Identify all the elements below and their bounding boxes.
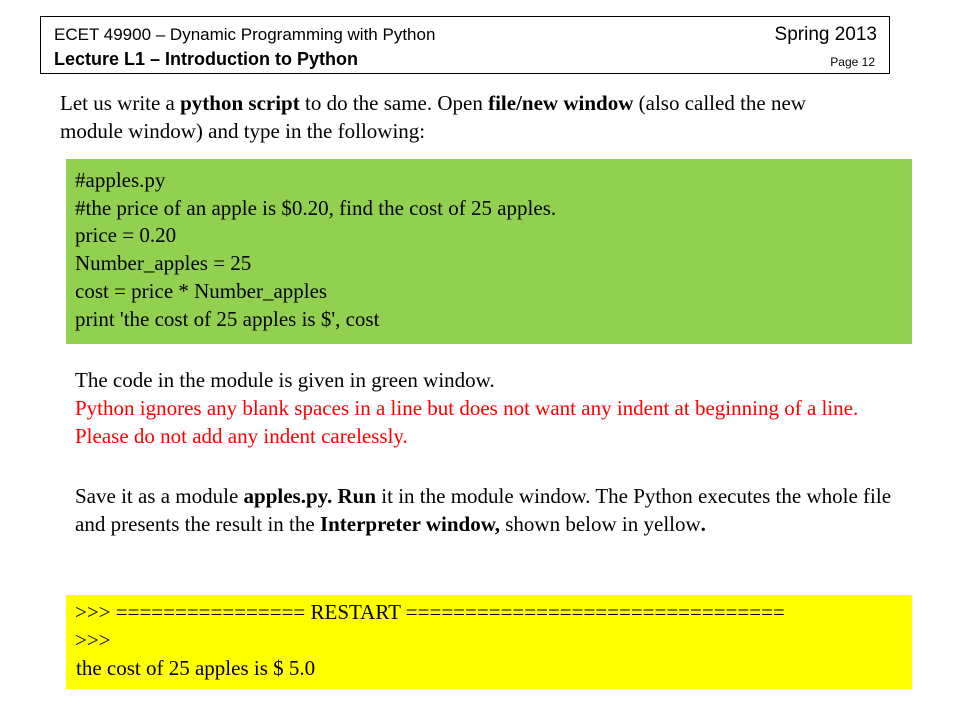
restart-line: >>> ================ RESTART ================================: [75, 600, 785, 624]
save-bold-period: .: [700, 512, 706, 536]
code-line: price = 0.20: [75, 223, 177, 248]
code-line: print 'the cost of 25 apples is $', cost: [75, 306, 380, 331]
save-text: shown below in yellow: [500, 512, 701, 536]
interpreter-prompt: >>>: [75, 628, 111, 652]
intro-bold-file-new-window: file/new window: [488, 91, 634, 115]
intro-text: to do the same. Open: [299, 91, 489, 115]
course-title: ECET 49900 – Dynamic Programming with Python: [54, 25, 436, 44]
intro-text: (also called the new module window) and type in the following:: [60, 91, 806, 143]
interpreter-output: the cost of 25 apples is $ 5.0: [76, 656, 316, 680]
save-text: Save it as a module: [75, 484, 244, 508]
code-line: #apples.py: [75, 168, 166, 192]
description-paragraph: [75, 366, 895, 450]
indent-warning: Python ignores any blank spaces in a line but does not want any indent at beginning of a line. Please do not add any indent carelessly.: [75, 396, 859, 448]
code-line: Number_apples = 25: [75, 251, 252, 276]
save-bold-filename: apples.py. Run: [243, 484, 377, 508]
page-number: Page 12: [830, 55, 875, 69]
code-line: #the price of an apple is $0.20, find the cost of 25 apples.: [75, 195, 557, 220]
save-text: it in the module window. The Python executes the whole file and presents the result in the: [75, 484, 892, 536]
code-window-green: [66, 159, 912, 344]
code-line: cost = price * Number_apples: [75, 278, 328, 303]
slide-header: [40, 16, 890, 74]
intro-bold-python-script: python script: [180, 91, 300, 115]
description-line: The code in the module is given in green window.: [75, 368, 495, 392]
term-label: Spring 2013: [774, 24, 877, 45]
intro-paragraph: [60, 89, 860, 145]
interpreter-window-yellow: [66, 595, 912, 689]
save-bold-interpreter: Interpreter window,: [319, 512, 500, 536]
lecture-title: Lecture L1 – Introduction to Python: [54, 49, 359, 69]
intro-text: Let us write a: [60, 91, 181, 115]
save-instructions: [75, 482, 905, 538]
